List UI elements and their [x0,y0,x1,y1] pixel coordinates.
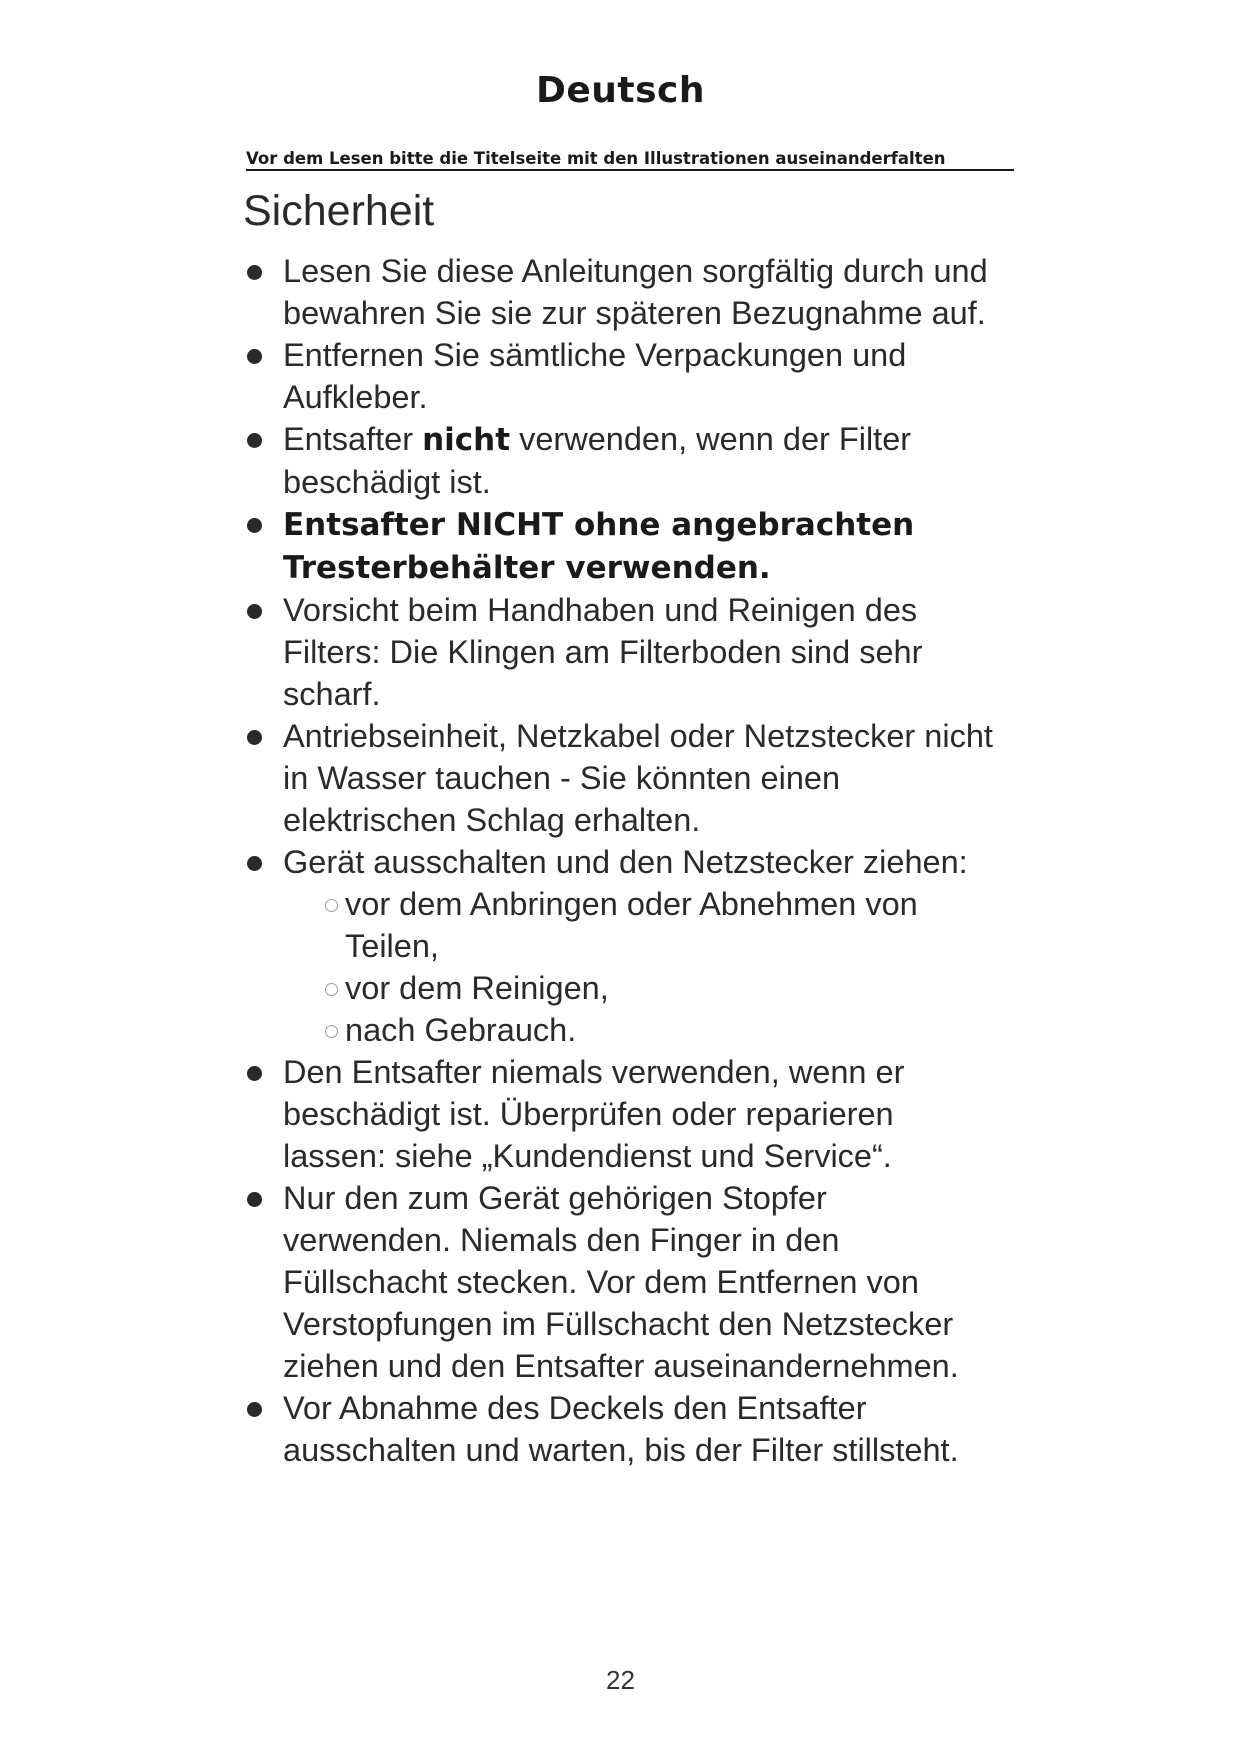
bullet-icon [247,1066,262,1081]
bullet-icon [247,730,262,745]
safety-item [243,334,1003,418]
circle-bullet-icon [325,899,338,912]
sub-item-text: vor dem Anbringen oder Abnehmen von Teilen, [345,886,918,964]
safety-list [243,250,1003,1471]
bullet-icon [247,1402,262,1417]
bullet-icon [247,1192,262,1207]
sub-list-item [325,967,1003,1009]
safety-item-text: Nur den zum Gerät gehörigen Stopfer verwenden. Niemals den Finger in den Füllschacht stecken. Vor dem Entfernen von Verstopfungen im Füllschacht den Netzstecker ziehen und den Entsafter auseinandernehmen. [283,1180,959,1384]
safety-item-emphasis: nicht [422,422,511,458]
sub-item-text: vor dem Reinigen, [345,970,609,1006]
bullet-icon [247,604,262,619]
safety-item-text: Gerät ausschalten und den Netzstecker ziehen: [283,844,968,880]
bullet-icon [247,349,262,364]
safety-item-text: Vor Abnahme des Deckels den Entsafter ausschalten und warten, bis der Filter stillsteht. [283,1390,959,1468]
unfold-instruction: Vor dem Lesen bitte die Titelseite mit den Illustrationen auseinanderfalten [246,150,1014,171]
bullet-icon [247,518,262,533]
safety-item-warning [243,503,1003,589]
safety-item [243,418,1003,503]
safety-item [243,1387,1003,1471]
safety-item-text: Vorsicht beim Handhaben und Reinigen des Filters: Die Klingen am Filterboden sind sehr scharf. [283,592,923,712]
sub-item-text: nach Gebrauch. [345,1012,577,1048]
page-number: 22 [606,1665,635,1695]
safety-item-text-start: Entsafter [283,421,423,457]
safety-item-bold-text: Entsafter NICHT ohne angebrachten Tresterbehälter verwenden. [283,507,915,586]
safety-item-text: Lesen Sie diese Anleitungen sorgfältig durch und bewahren Sie sie zur späteren Bezugnahme auf. [283,253,988,331]
language-title: Deutsch [535,70,706,111]
circle-bullet-icon [325,983,338,996]
safety-item-text: Den Entsafter niemals verwenden, wenn er beschädigt ist. Überprüfen oder reparieren lassen: siehe „Kundendienst und Service“. [283,1054,905,1174]
safety-item [243,1051,1003,1177]
safety-item-text-end: verwenden, wenn der Filter beschädigt ist. [283,421,912,500]
bullet-icon [247,433,262,448]
safety-item [243,589,1003,715]
section-heading: Sicherheit [243,187,435,235]
sub-list-item [325,883,1003,967]
sub-list-item [325,1009,1003,1051]
safety-item-text: Antriebseinheit, Netzkabel oder Netzstecker nicht in Wasser tauchen - Sie könnten einen elektrischen Schlag erhalten. [283,718,993,838]
safety-item [243,841,1003,1051]
unplug-conditions-list [283,883,1003,1051]
safety-item [243,715,1003,841]
safety-item [243,1177,1003,1387]
circle-bullet-icon [325,1025,338,1038]
safety-item [243,250,1003,334]
safety-item-text: Entfernen Sie sämtliche Verpackungen und Aufkleber. [283,337,907,415]
bullet-icon [247,265,262,280]
bullet-icon [247,856,262,871]
